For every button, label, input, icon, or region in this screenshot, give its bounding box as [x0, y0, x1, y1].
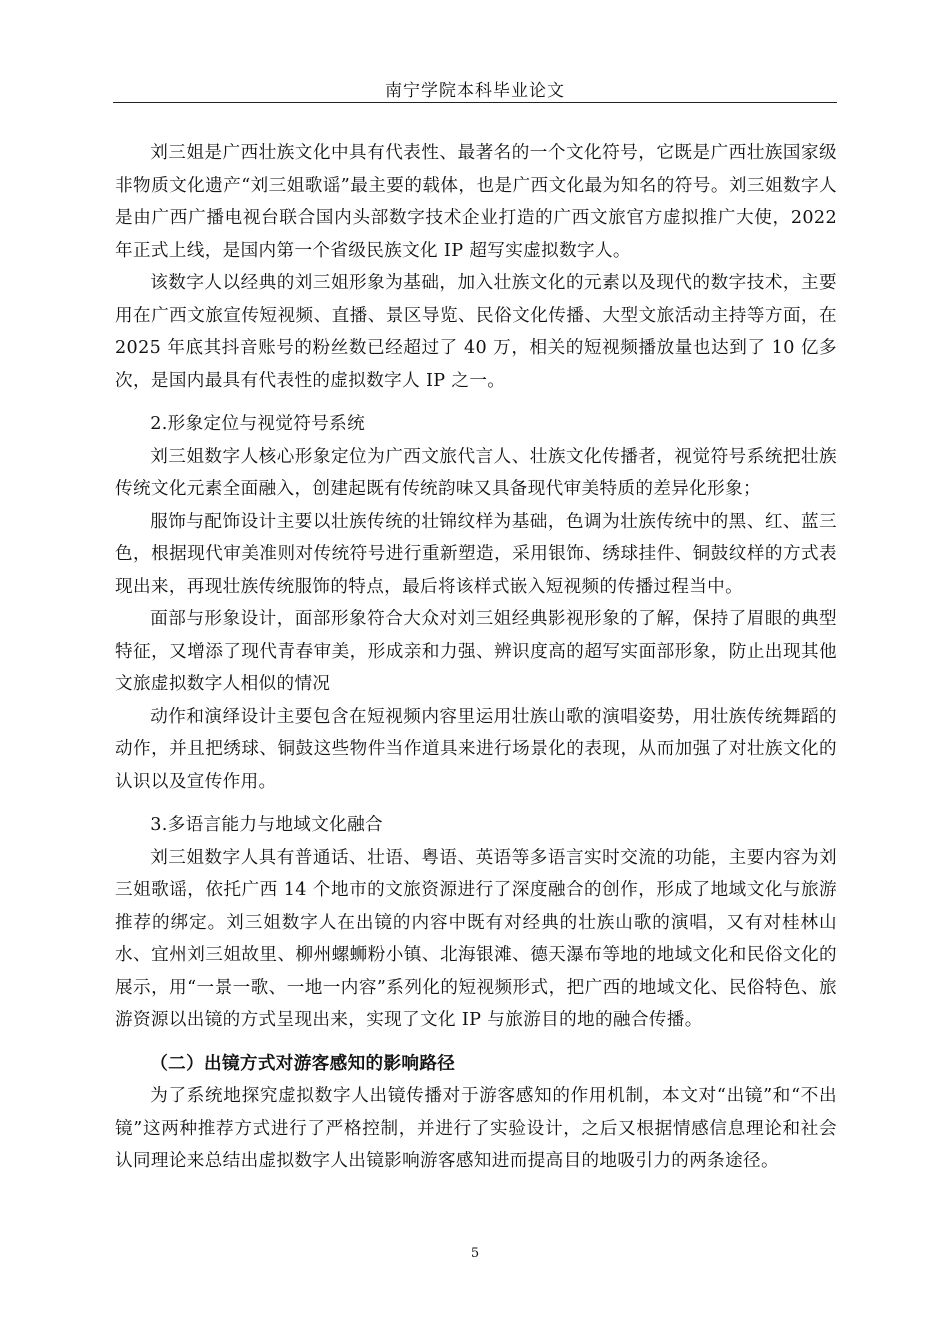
paragraph-core-positioning: 刘三姐数字人核心形象定位为广西文旅代言人、壮族文化传播者，视觉符号系统把壮族传统文化元素全面融入，创建起既有传统韵味又具备现代审美特质的差异化形象； — [115, 446, 837, 499]
paragraph-face-design: 面部与形象设计，面部形象符合大众对刘三姐经典影视形象的了解，保持了眉眼的典型特征，又增添了现代青春审美，形成亲和力强、辨识度高的超写实面部形象，防止出现其他文旅虚拟数字人相似的情况 — [115, 609, 837, 694]
subheading-multilingual: 3.多语言能力与地域文化融合 — [150, 815, 383, 835]
paragraph-multilingual-culture: 刘三姐数字人具有普通话、壮语、粤语、英语等多语言实时交流的功能，主要内容为刘三姐歌谣，依托广西 14 个地市的文旅资源进行了深度融合的创作，形成了地域文化与旅游推荐的绑定。刘三姐数字人在出镜的内容中既有对经典的壮族山歌的演唱，又有对桂林山水、宜州刘三姐故里、柳州螺蛳粉小镇、北海银滩、德天瀑布等地的地域文化和民俗文化的展示，用“一景一歌、一地一内容”系列化的短视频形式，把广西的地域文化、民俗特色、旅游资源以出镜的方式呈现出来，实现了文化 IP 与旅游目的地的融合传播。 — [115, 847, 837, 1030]
header-divider — [113, 102, 837, 103]
body-text — [115, 137, 837, 1178]
paragraph-liu-sanjie-intro: 刘三姐是广西壮族文化中具有代表性、最著名的一个文化符号，它既是广西壮族国家级非物质文化遗产“刘三姐歌谣”最主要的载体，也是广西文化最为知名的符号。刘三姐数字人是由广西广播电视台联合国内头部数字技术企业打造的广西文旅官方虚拟推广大使，2022 年正式上线，是国内第一个省级民族文化 IP 超写实虚拟数字人。 — [115, 143, 837, 261]
paragraph-motion-design: 动作和演绎设计主要包含在短视频内容里运用壮族山歌的演唱姿势，用壮族传统舞蹈的动作，并且把绣球、铜鼓这些物件当作道具来进行场景化的表现，从而加强了对壮族文化的认识以及宣传作用。 — [115, 706, 837, 792]
page-number: 5 — [470, 1246, 480, 1261]
paragraph-digital-human-usage: 该数字人以经典的刘三姐形象为基础，加入壮族文化的元素以及现代的数字技术，主要用在广西文旅宣传短视频、直播、景区导览、民俗文化传播、大型文旅活动主持等方面，在 2025 年底其抖音账号的粉丝数已经超过了 40 万，相关的短视频播放量也达到了 10 亿多次，是国内最具有代表性的虚拟数字人 IP 之一。 — [115, 273, 837, 391]
section-heading-influence-path: （二）出镜方式对游客感知的影响路径 — [150, 1052, 456, 1074]
subheading-image-positioning: 2.形象定位与视觉符号系统 — [150, 414, 366, 434]
running-header: 南宁学院本科毕业论文 — [385, 81, 565, 101]
paragraph-research-design: 为了系统地探究虚拟数字人出镜传播对于游客感知的作用机制，本文对“出镜”和“不出镜”这两种推荐方式进行了严格控制，并进行了实验设计，之后又根据情感信息理论和社会认同理论来总结出虚拟数字人出镜影响游客感知进而提高目的地吸引力的两条途径。 — [115, 1086, 837, 1171]
paragraph-costume-design: 服饰与配饰设计主要以壮族传统的壮锦纹样为基础，色调为壮族传统中的黑、红、蓝三色，根据现代审美准则对传统符号进行重新塑造，采用银饰、绣球挂件、铜鼓纹样的方式表现出来，再现壮族传统服饰的特点，最后将该样式嵌入短视频的传播过程当中。 — [115, 511, 837, 597]
